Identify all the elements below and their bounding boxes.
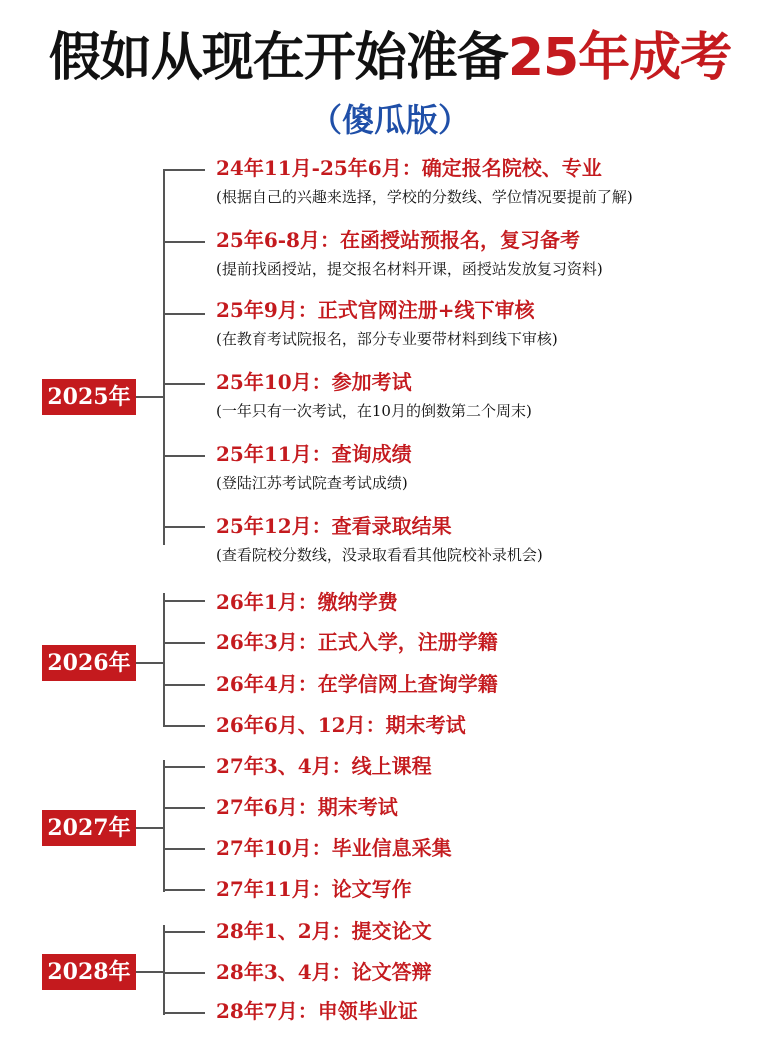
timeline-item-title: 28年1、2月：提交论文 bbox=[216, 919, 432, 943]
timeline-vertical-line bbox=[163, 925, 165, 1015]
branch-line bbox=[163, 725, 205, 727]
branch-line bbox=[163, 684, 205, 686]
timeline-item-title: 26年4月：在学信网上查询学籍 bbox=[216, 672, 498, 696]
timeline-item-note: (一年只有一次考试，在10月的倒数第二个周末) bbox=[216, 402, 532, 420]
timeline-item bbox=[216, 154, 633, 208]
timeline-item-title: 25年9月：正式官网注册+线下审核 bbox=[216, 298, 535, 322]
branch-line bbox=[163, 972, 205, 974]
timeline-item-title: 28年3、4月：论文答辩 bbox=[216, 960, 432, 984]
timeline-item-title: 26年3月：正式入学，注册学籍 bbox=[216, 630, 498, 654]
branch-line bbox=[163, 241, 205, 243]
timeline-item bbox=[216, 997, 418, 1025]
timeline-item-title: 26年6月、12月：期末考试 bbox=[216, 713, 466, 737]
year-connector bbox=[136, 827, 164, 829]
year-badge: 2027年 bbox=[42, 810, 136, 846]
timeline-item-title: 26年1月：缴纳学费 bbox=[216, 590, 398, 614]
timeline-item-title: 25年12月：查看录取结果 bbox=[216, 514, 452, 538]
timeline-item bbox=[216, 752, 432, 780]
branch-line bbox=[163, 600, 205, 602]
branch-line bbox=[163, 848, 205, 850]
timeline-item bbox=[216, 875, 412, 903]
timeline-item-title: 25年10月：参加考试 bbox=[216, 370, 412, 394]
timeline-item bbox=[216, 793, 398, 821]
timeline-item bbox=[216, 628, 498, 656]
timeline-item bbox=[216, 226, 603, 280]
timeline-item bbox=[216, 440, 412, 494]
timeline-item-title: 24年11月-25年6月：确定报名院校、专业 bbox=[216, 156, 602, 180]
branch-line bbox=[163, 383, 205, 385]
timeline-item-note: (提前找函授站，提交报名材料开课，函授站发放复习资料) bbox=[216, 260, 603, 278]
timeline-vertical-line bbox=[163, 593, 165, 727]
year-badge: 2028年 bbox=[42, 954, 136, 990]
branch-line bbox=[163, 313, 205, 315]
timeline-vertical-line bbox=[163, 760, 165, 892]
year-connector bbox=[136, 662, 164, 664]
branch-line bbox=[163, 455, 205, 457]
year-connector bbox=[136, 396, 164, 398]
timeline-item-title: 27年10月：毕业信息采集 bbox=[216, 836, 452, 860]
timeline-item-note: (根据自己的兴趣来选择，学校的分数线、学位情况要提前了解) bbox=[216, 188, 633, 206]
branch-line bbox=[163, 642, 205, 644]
branch-line bbox=[163, 526, 205, 528]
timeline-item bbox=[216, 588, 398, 616]
timeline-item-title: 27年3、4月：线上课程 bbox=[216, 754, 432, 778]
branch-line bbox=[163, 1012, 205, 1014]
branch-line bbox=[163, 169, 205, 171]
timeline-item bbox=[216, 512, 543, 566]
page-subtitle: （傻瓜版） bbox=[309, 101, 470, 139]
timeline-item-title: 27年6月：期末考试 bbox=[216, 795, 398, 819]
timeline-item bbox=[216, 670, 498, 698]
timeline-item-note: (在教育考试院报名，部分专业要带材料到线下审核) bbox=[216, 330, 558, 348]
year-badge: 2026年 bbox=[42, 645, 136, 681]
title-highlight: 25年成考 bbox=[507, 28, 732, 88]
timeline-item bbox=[216, 834, 452, 862]
timeline-item bbox=[216, 711, 466, 739]
timeline-item-title: 25年11月：查询成绩 bbox=[216, 442, 412, 466]
timeline-item-title: 27年11月：论文写作 bbox=[216, 877, 412, 901]
branch-line bbox=[163, 807, 205, 809]
title-main: 假如从现在开始准备 bbox=[48, 28, 508, 88]
branch-line bbox=[163, 766, 205, 768]
timeline-item-title: 28年7月：申领毕业证 bbox=[216, 999, 418, 1023]
year-badge: 2025年 bbox=[42, 379, 136, 415]
timeline-item bbox=[216, 958, 432, 986]
branch-line bbox=[163, 931, 205, 933]
year-connector bbox=[136, 971, 164, 973]
timeline-item bbox=[216, 296, 558, 350]
timeline-item-title: 25年6-8月：在函授站预报名，复习备考 bbox=[216, 228, 580, 252]
timeline-item-note: (登陆江苏考试院查考试成绩) bbox=[216, 474, 408, 492]
timeline-item-note: (查看院校分数线，没录取看看其他院校补录机会) bbox=[216, 546, 543, 564]
timeline-vertical-line bbox=[163, 170, 165, 545]
branch-line bbox=[163, 889, 205, 891]
timeline-item bbox=[216, 917, 432, 945]
timeline-item bbox=[216, 368, 532, 422]
